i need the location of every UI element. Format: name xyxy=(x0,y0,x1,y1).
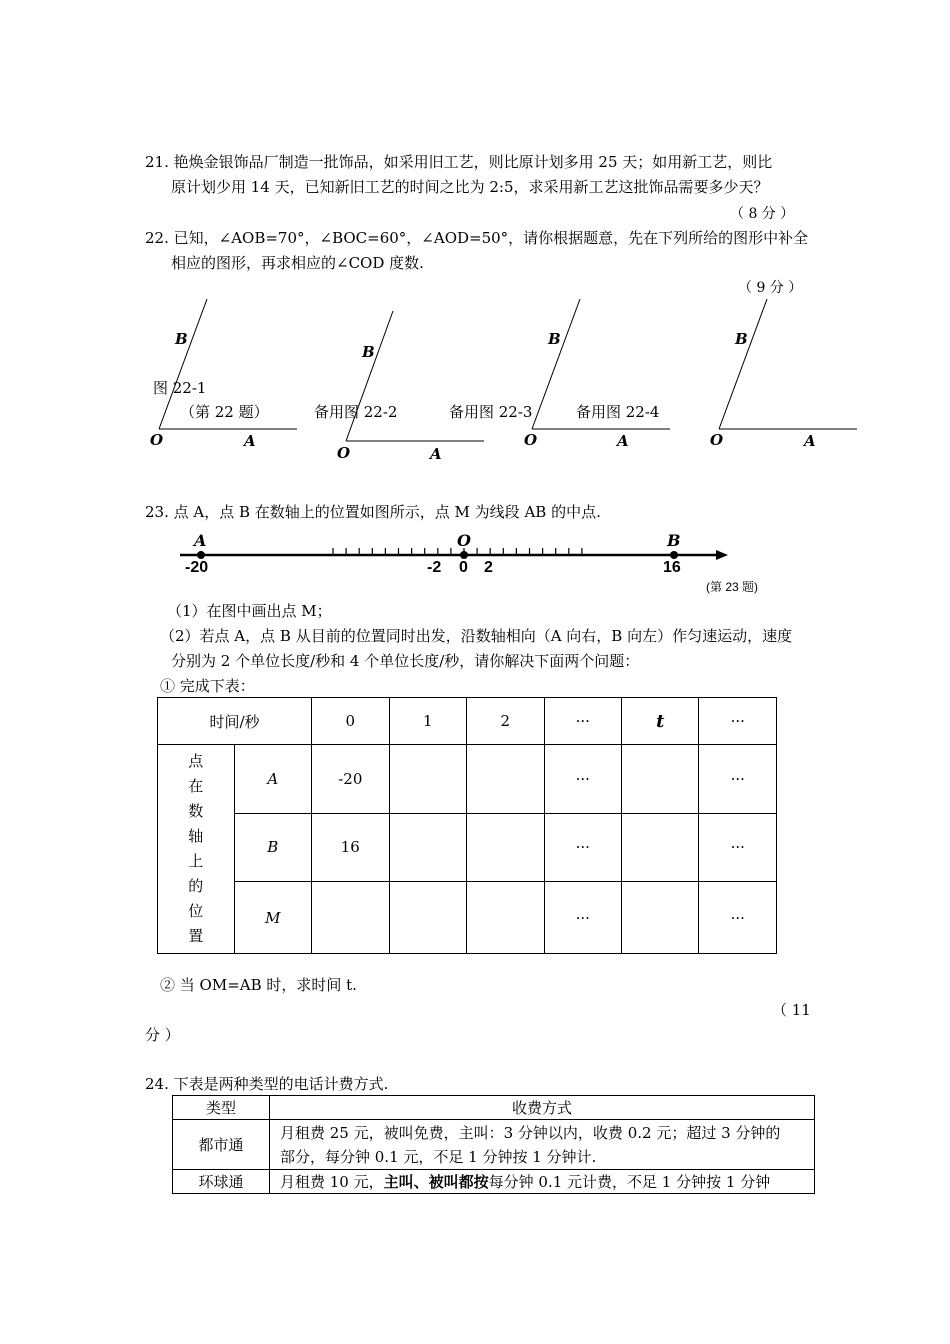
q23-intro: 23. 点 A，点 B 在数轴上的位置如图所示，点 M 为线段 AB 的中点. xyxy=(145,503,601,521)
row-m-cell[interactable] xyxy=(622,882,699,954)
row-b-cell: ··· xyxy=(544,813,622,882)
fig22-caption: （第 22 题） xyxy=(180,403,269,421)
side-char: 的 xyxy=(188,877,204,895)
axis-label-a: A xyxy=(194,531,207,550)
fig2-caption: 备用图 22-2 xyxy=(314,403,398,421)
point-a-dot xyxy=(197,551,205,559)
header-time-1: 1 xyxy=(389,698,466,745)
side-char: 点 xyxy=(188,752,204,770)
row-a-cell: ··· xyxy=(544,745,622,814)
fig2-label-a: A xyxy=(430,445,442,463)
row-a-cell[interactable] xyxy=(389,745,466,814)
row-m-cell: ··· xyxy=(544,882,622,954)
side-char: 置 xyxy=(188,927,204,945)
fig2-label-b: B xyxy=(362,343,375,361)
row-a-cell[interactable] xyxy=(467,745,544,814)
fee-row2-pre: 月租费 10 元， xyxy=(280,1173,384,1191)
row-m-cell[interactable] xyxy=(389,882,466,954)
side-char: 轴 xyxy=(188,827,204,845)
q22-line1: 22. 已知，∠AOB=70°，∠BOC=60°，∠AOD=50°，请你根据题意，先在下列所给的图形中补全 xyxy=(145,229,809,247)
side-char: 在 xyxy=(188,777,204,795)
fig3-label-o: O xyxy=(524,431,538,449)
fig4-label-b: B xyxy=(735,330,748,348)
fee-col-method: 收费方式 xyxy=(270,1096,815,1120)
q23-sub1: ① 完成下表： xyxy=(160,677,255,695)
fig1-caption-label: 图 22-1 xyxy=(153,379,207,397)
fig3-label-a: A xyxy=(617,432,629,450)
fig3-label-b: B xyxy=(548,330,561,348)
axis-val-m2: -2 xyxy=(427,559,442,576)
row-b-cell[interactable] xyxy=(389,813,466,882)
q23-part2-line2: 分别为 2 个单位长度/秒和 4 个单位长度/秒，请你解决下面两个问题： xyxy=(171,652,640,670)
row-m-cell[interactable] xyxy=(312,882,390,954)
header-time-t: t xyxy=(622,698,699,745)
fee-row1-name: 都市通 xyxy=(173,1120,270,1170)
row-m-name: M xyxy=(234,882,312,954)
point-o-dot xyxy=(460,551,468,559)
fee-table xyxy=(172,1095,815,1194)
fig4-caption: 备用图 22-4 xyxy=(576,403,660,421)
fig1-label-b: B xyxy=(175,330,188,348)
header-time-ellipsis: ··· xyxy=(544,698,622,745)
row-m-cell: ··· xyxy=(699,882,777,954)
side-char: 数 xyxy=(188,802,204,820)
header-time-ellipsis-2: ··· xyxy=(699,698,777,745)
fee-row2-post: 每分钟 0.1 元计费，不足 1 分钟按 1 分钟 xyxy=(488,1173,771,1191)
axis-val-0: 0 xyxy=(459,559,468,576)
axis-label-o: O xyxy=(457,531,471,550)
q23-part1: （1）在图中画出点 M； xyxy=(167,602,332,620)
q23-score-close: 分 ） xyxy=(145,1026,180,1044)
fee-row2-method xyxy=(270,1170,815,1194)
row-a-cell: ··· xyxy=(699,745,777,814)
q21-line1: 21. 艳焕金银饰品厂制造一批饰品，如采用旧工艺，则比原计划多用 25 天；如用新工艺，则比 xyxy=(145,153,773,171)
row-a-cell[interactable] xyxy=(622,745,699,814)
fig4-label-o: O xyxy=(710,431,724,449)
row-b-name: B xyxy=(234,813,312,882)
q22-score: （ 9 分 ） xyxy=(738,280,803,296)
fee-row1-line2: 部分，每分钟 0.1 元，不足 1 分钟按 1 分钟计. xyxy=(280,1147,597,1166)
fig1-label-a: A xyxy=(244,432,256,450)
q24-intro: 24. 下表是两种类型的电话计费方式. xyxy=(145,1075,389,1093)
side-label xyxy=(158,745,235,954)
fee-row1-method xyxy=(270,1120,815,1170)
q23-score-open: （ 11 xyxy=(772,1001,811,1019)
axis-val-a: -20 xyxy=(185,559,209,576)
axis-val-b: 16 xyxy=(663,559,681,576)
axis-label-b: B xyxy=(667,531,681,550)
fig4-label-a: A xyxy=(804,432,816,450)
point-b-dot xyxy=(670,551,678,559)
fig2-label-o: O xyxy=(337,444,351,462)
axis-caption: (第 23 题) xyxy=(706,580,759,594)
row-b-cell[interactable] xyxy=(467,813,544,882)
fee-row1-line1: 月租费 25 元，被叫免费，主叫：3 分钟以内，收费 0.2 元；超过 3 分钟的 xyxy=(280,1123,781,1142)
fee-row2-bold: 主叫、被叫都按 xyxy=(383,1173,489,1191)
q23-sub2: ② 当 OM=AB 时，求时间 t. xyxy=(160,976,357,994)
q22-line2: 相应的图形，再求相应的∠COD 度数. xyxy=(171,254,424,272)
fig3-caption: 备用图 22-3 xyxy=(449,403,533,421)
axis-arrow xyxy=(716,550,728,560)
header-time-2: 2 xyxy=(467,698,544,745)
row-a-name: A xyxy=(234,745,312,814)
header-time-0: 0 xyxy=(312,698,390,745)
side-char: 位 xyxy=(188,902,204,920)
q21-line2: 原计划少用 14 天，已知新旧工艺的时间之比为 2:5，求采用新工艺这批饰品需要多少天？ xyxy=(171,178,769,196)
fee-row2-name: 环球通 xyxy=(173,1170,270,1194)
q21-score: （ 8 分 ） xyxy=(730,206,795,222)
row-a-cell: -20 xyxy=(312,745,390,814)
row-b-cell: ··· xyxy=(699,813,777,882)
row-m-cell[interactable] xyxy=(467,882,544,954)
row-b-cell[interactable] xyxy=(622,813,699,882)
fig1-label-o: O xyxy=(150,431,164,449)
row-b-cell: 16 xyxy=(312,813,390,882)
q23-part2-line1: （2）若点 A，点 B 从目前的位置同时出发，沿数轴相向（A 向右，B 向左）作匀速运动，速度 xyxy=(160,627,793,645)
axis-val-2: 2 xyxy=(484,559,493,576)
fee-col-type: 类型 xyxy=(173,1096,270,1120)
side-char: 上 xyxy=(188,852,204,870)
header-time-label: 时间/秒 xyxy=(158,698,312,745)
position-table xyxy=(157,697,777,954)
